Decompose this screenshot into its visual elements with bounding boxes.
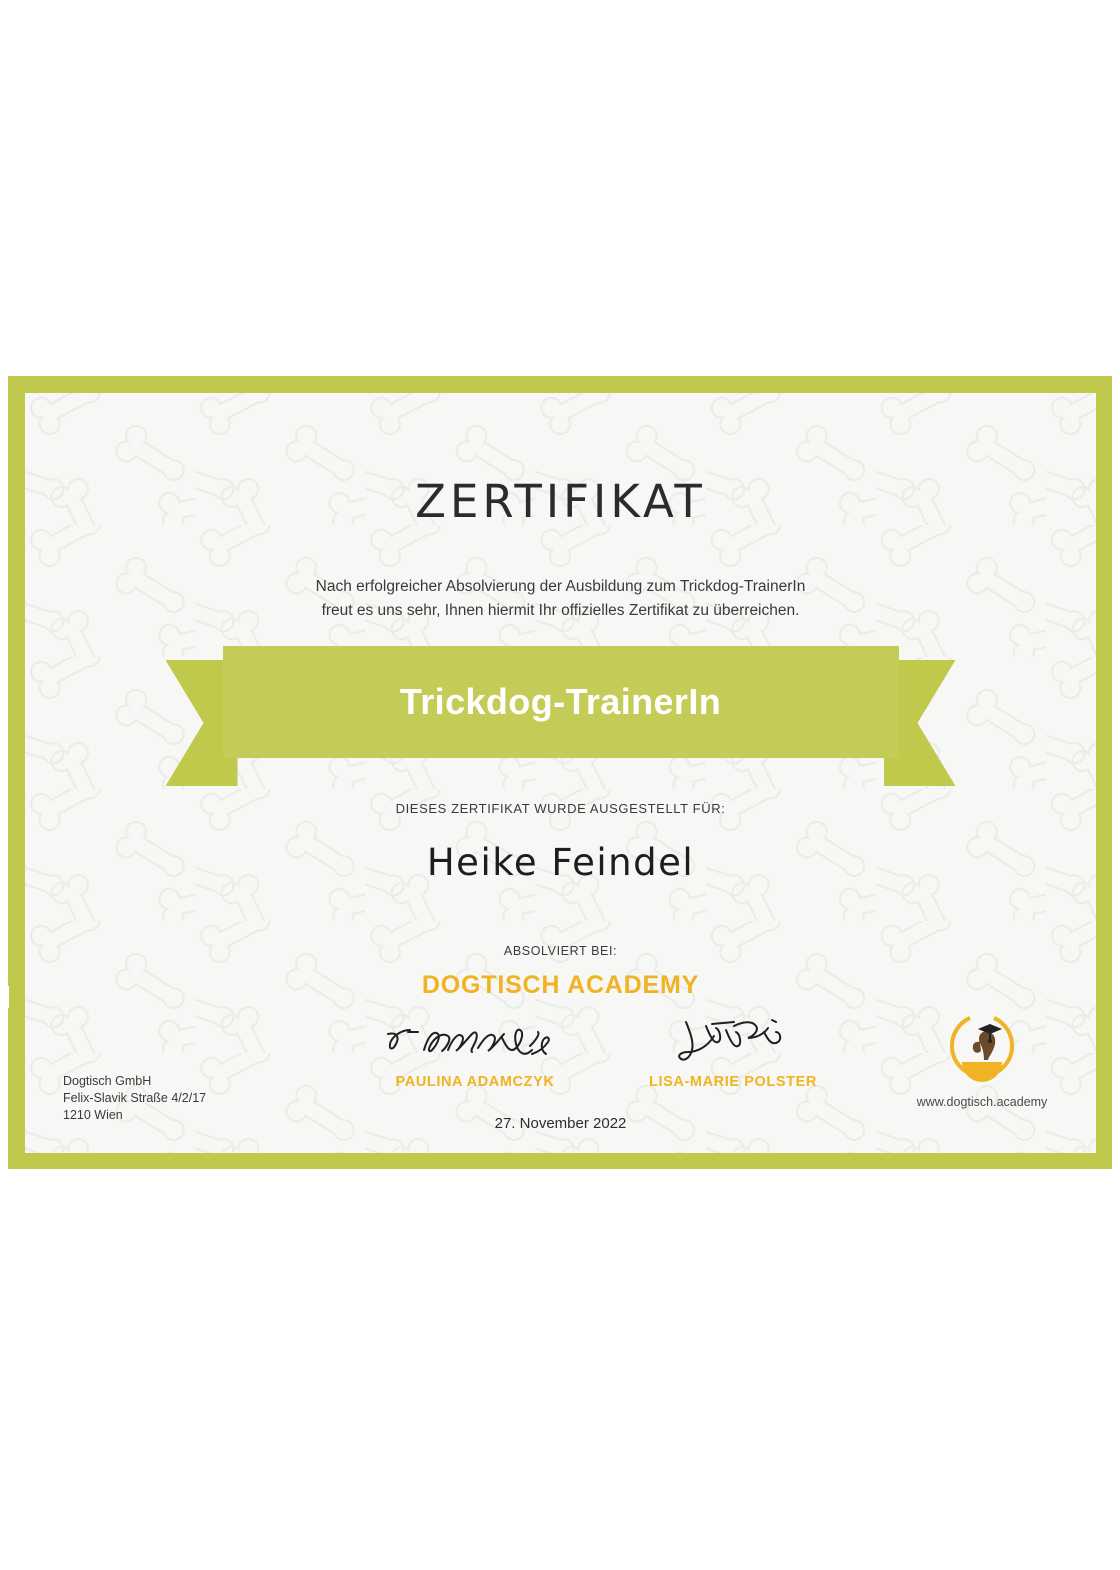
brand-logo bbox=[892, 1015, 1072, 1109]
signature-name-1: PAULINA ADAMCZYK bbox=[395, 1074, 555, 1090]
website-url: www.dogtisch.academy bbox=[916, 1095, 1048, 1109]
signature-block-2 bbox=[603, 1018, 863, 1090]
recipient-name: Heike Feindel bbox=[426, 841, 695, 884]
intro-line-2: freut es uns sehr, Ihnen hiermit Ihr offizielles Zertifikat zu überreichen. bbox=[321, 602, 800, 619]
issued-for-label: DIESES ZERTIFIKAT WURDE AUSGESTELLT FÜR: bbox=[395, 801, 726, 816]
signature-name-2: LISA-MARIE POLSTER bbox=[649, 1074, 817, 1090]
address-line-3: 1210 Wien bbox=[63, 1108, 123, 1122]
intro-line-1: Nach erfolgreicher Absolvierung der Ausbildung zum Trickdog-TrainerIn bbox=[315, 578, 806, 595]
certificate-frame bbox=[8, 376, 1112, 1169]
issue-date: 27. November 2022 bbox=[494, 1115, 627, 1132]
certificate-body bbox=[25, 393, 1096, 1153]
address-line-2: Felix-Slavik Straße 4/2/17 bbox=[63, 1091, 207, 1105]
page-title: ZERTIFIKAT bbox=[415, 475, 706, 528]
dog-graduate-logo-icon bbox=[892, 1015, 1072, 1089]
completed-at-label: ABSOLVIERT BEI: bbox=[503, 944, 618, 958]
handwritten-signature-icon bbox=[603, 1018, 863, 1070]
ribbon-banner bbox=[166, 646, 956, 786]
page-edge-artifact bbox=[0, 986, 9, 1008]
qualification-title: Trickdog-TrainerIn bbox=[399, 681, 722, 722]
handwritten-signature-icon bbox=[345, 1018, 605, 1070]
address-line-1: Dogtisch GmbH bbox=[63, 1074, 152, 1088]
signature-block-1 bbox=[345, 1018, 605, 1090]
intro-text bbox=[211, 575, 911, 623]
ribbon-main bbox=[223, 646, 899, 758]
academy-name: DOGTISCH ACADEMY bbox=[421, 971, 700, 999]
